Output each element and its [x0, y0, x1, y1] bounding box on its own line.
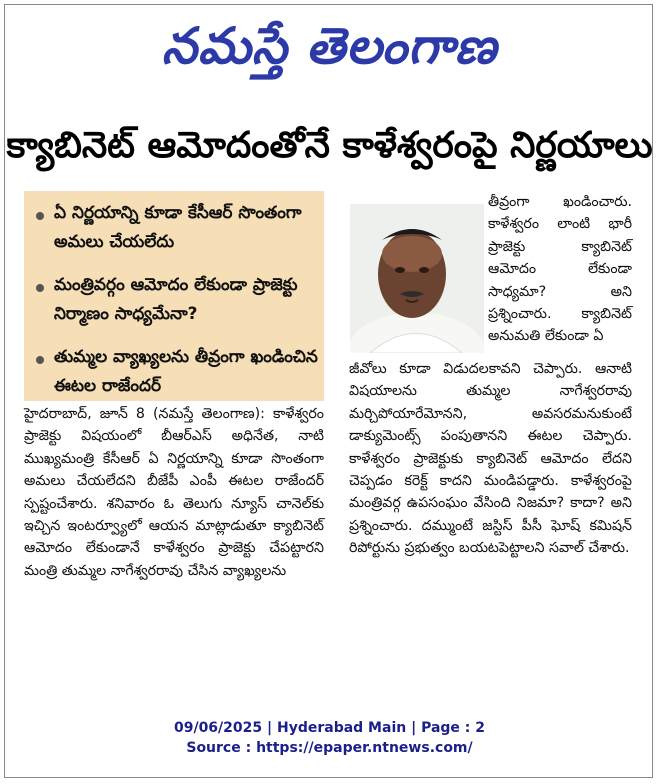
newspaper-masthead: నమస్తే తెలంగాణ — [161, 17, 498, 75]
footer-date-edition: 09/06/2025 | Hyderabad Main | Page : 2 — [173, 720, 486, 736]
article-headline: క్యాబినెట్ ఆమోదంతోనే కాళేశ్వరంపై నిర్ణయాలు — [6, 125, 653, 166]
article-body-right-column-top — [488, 191, 632, 348]
article-body-left-column — [24, 403, 324, 582]
bullet-icon — [36, 212, 44, 220]
highlight-text: మంత్రివర్గం ఆమోదం లేకుండా ప్రాజెక్టు నిర్మాణం సాధ్యమేనా? — [54, 275, 298, 324]
highlight-item — [32, 271, 318, 329]
highlight-item — [32, 343, 318, 401]
highlight-text: ఏ నిర్ణయాన్ని కూడా కేసీఆర్ సొంతంగా అమలు చేయలేదు — [54, 203, 302, 252]
article-paragraph: తీవ్రంగా ఖండించారు. కాళేశ్వరం లాంటి భారీ ప్రాజెక్టు క్యాబినెట్ ఆమోదం లేకుండా సాధ్యమా? అని ప్రశ్నించారు. క్యాబినెట్ అనుమతి లేకుండా ఏ — [488, 194, 632, 345]
bullet-icon — [36, 284, 44, 292]
eatala-rajender-photo — [350, 204, 484, 353]
bullet-icon — [36, 356, 44, 364]
article-paragraph: హైదరాబాద్, జూన్ 8 (నమస్తే తెలంగాణ): కాళేశ్వరం ప్రాజెక్టు విషయంలో బీఆర్ఎస్ అధినేత, నాటి ముఖ్యమంత్రి కేసీఆర్ ఏ నిర్ణయాన్ని కూడా సొంతంగా అమలు చేయలేదని బీజేపీ ఎంపీ ఈటల రాజేందర్ స్పష్టంచేశారు. శనివారం ఓ తెలుగు న్యూస్ చానెల్‌కు ఇచ్చిన ఇంటర్వ్యూలో ఆయన మాట్లాడుతూ క్యాబినెట్ ఆమోదం లేకుండానే కాళేశ్వరం ప్రాజెక్టు చేపట్టారని మంత్రి తుమ్మల నాగేశ్వరరావు చేసిన వ్యాఖ్యలను — [24, 406, 324, 579]
footer-source-link[interactable]: Source : https://epaper.ntnews.com/ — [186, 740, 473, 756]
article-body-right-column — [349, 358, 632, 560]
footer-credits — [0, 718, 659, 758]
highlight-item — [32, 199, 318, 257]
highlight-text: తుమ్మల వ్యాఖ్యలను తీవ్రంగా ఖండించిన ఈటల రాజేందర్ — [54, 347, 318, 396]
portrait-image — [350, 204, 484, 353]
article-paragraph: జీవోలు కూడా విడుదలకావని చెప్పారు. ఆనాటి విషయాలను తుమ్మల నాగేశ్వరరావు మర్చిపోయారేమోనని, అవసరమనుకుంటే డాక్యుమెంట్స్ పంపుతానని ఈటల చెప్పారు. కాళేశ్వరం ప్రాజెక్టుకు క్యాబినెట్ ఆమోదం లేదని చెప్పడం కరెక్ట్ కాదని మండిపడ్డారు. కాళేశ్వరంపై మంత్రివర్గ ఉపసంఘం వేసింది నిజమా? కాదా? అని ప్రశ్నించారు. దమ్ముంటే జస్టిస్ పీసీ ఘోష్ కమిషన్ రిపోర్టును ప్రభుత్వం బయటపెట్టాలని సవాల్ చేశారు. — [349, 361, 632, 557]
highlights-box — [24, 191, 324, 401]
